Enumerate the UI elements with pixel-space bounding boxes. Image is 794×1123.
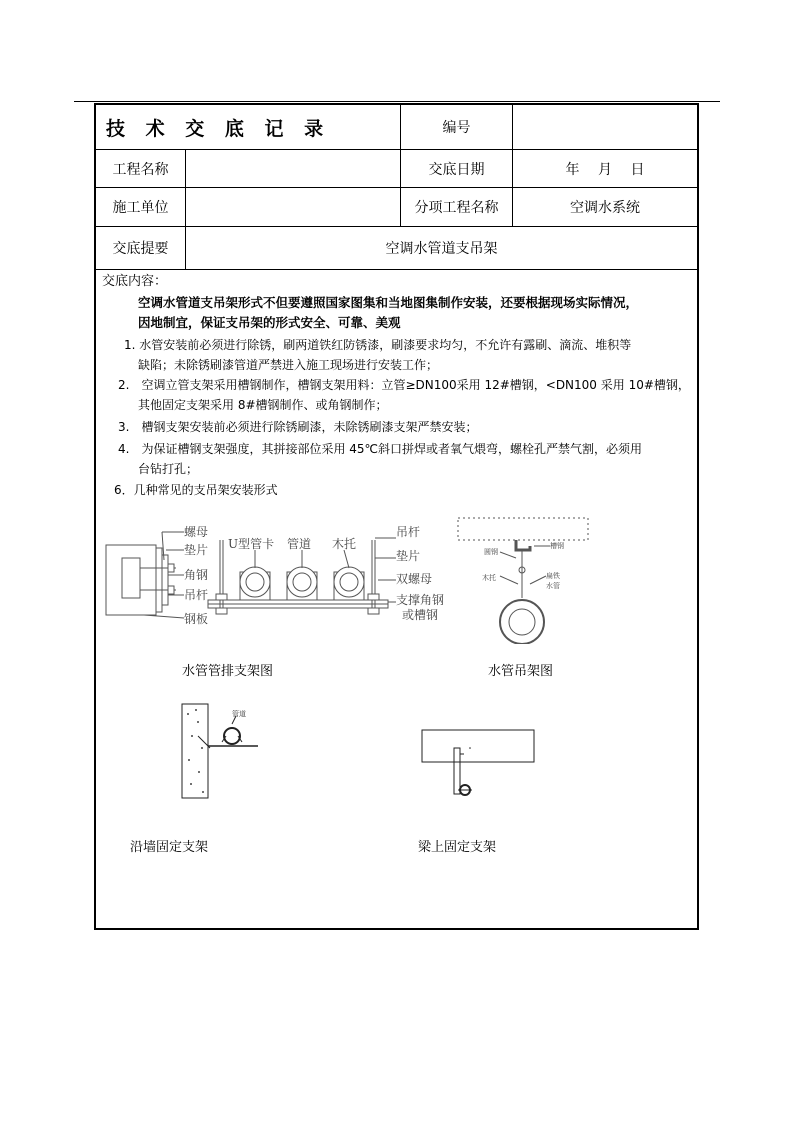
pipe-rack-support-figure xyxy=(104,520,454,640)
title-row xyxy=(96,105,697,150)
label-double-nut: 双螺母 xyxy=(396,572,433,586)
label-pipe-wall: 管道 xyxy=(232,710,246,718)
label-flat-iron: 扁铁 xyxy=(546,572,560,580)
beam-fixed-support-figure xyxy=(420,728,540,808)
summary-label: 交底提要 xyxy=(112,241,169,257)
contractor-field[interactable] xyxy=(185,188,400,226)
summary-field[interactable]: 空调水管道支吊架 xyxy=(185,227,697,269)
subproject-label: 分项工程名称 xyxy=(400,188,512,226)
intro-line-1: 空调水管道支吊架形式不但要遵照国家图集和当地图集制作安装，还要根据现场实际情况， xyxy=(138,295,639,310)
label-angle: 角钢 xyxy=(184,568,209,582)
form-title: 技 术 交 底 记 录 xyxy=(106,117,331,140)
item-4-line-1: 4. 为保证槽钢支架强度，其拼接部位采用 45℃斜口拼焊或者氧气煨弯，螺栓孔严禁气割，必须用 xyxy=(118,442,643,456)
pipe-hanger-figure xyxy=(456,514,596,644)
label-nut: 螺母 xyxy=(184,525,209,539)
label-wood: 木托 xyxy=(332,537,357,551)
number-label: 编号 xyxy=(400,105,512,149)
label-pipe: 管道 xyxy=(287,537,312,551)
label-support-angle: 支撑角钢 xyxy=(396,593,445,607)
label-wood-hanger: 木托 xyxy=(482,574,496,582)
item-3: 3. 槽钢支架安装前必须进行除锈刷漆，未除锈刷漆支架严禁安装； xyxy=(118,420,478,434)
contractor-label: 施工单位 xyxy=(112,200,169,216)
caption-pipe-rack: 水管管排支架图 xyxy=(182,664,274,679)
label-washer: 垫片 xyxy=(184,543,209,557)
caption-beam-support: 梁上固定支架 xyxy=(418,840,497,855)
label-u-clamp: U型管卡 xyxy=(228,537,275,551)
item-2-line-2: 其他固定支架采用 8#槽钢制作、或角钢制作； xyxy=(138,398,388,412)
item-1-line-2: 缺陷；未除锈刷漆管道严禁进入施工现场进行安装工作； xyxy=(138,358,439,372)
subproject-field[interactable]: 空调水系统 xyxy=(512,188,697,226)
summary-row xyxy=(96,227,697,270)
contractor-row xyxy=(96,188,697,227)
caption-pipe-hanger: 水管吊架图 xyxy=(488,664,554,679)
number-field[interactable] xyxy=(512,105,697,149)
technical-disclosure-form xyxy=(94,103,699,930)
content-heading: 交底内容： xyxy=(102,274,168,289)
intro-line-2: 因地制宜，保证支吊架的形式安全、可靠、美观 xyxy=(138,315,401,330)
project-name-label: 工程名称 xyxy=(112,161,169,178)
project-row xyxy=(96,150,697,188)
label-channel: 槽钢 xyxy=(550,542,564,550)
label-or-channel: 或槽钢 xyxy=(402,608,439,622)
header-rule xyxy=(74,101,720,102)
item-4-line-2: 台钻打孔； xyxy=(138,462,199,476)
label-rod-right: 吊杆 xyxy=(396,525,421,539)
label-rod: 吊杆 xyxy=(184,588,209,602)
label-water-pipe: 水管 xyxy=(546,582,560,590)
label-round-steel: 圆钢 xyxy=(484,548,498,556)
project-name-field[interactable] xyxy=(185,150,400,187)
item-1-line-1: 1. 水管安装前必须进行除锈，刷两道铁红防锈漆，刷漆要求均匀，不允许有露刷、滴流、堆积等 xyxy=(124,338,632,352)
wall-fixed-support-figure xyxy=(180,702,270,802)
date-field[interactable]: 年 月 日 xyxy=(512,150,697,187)
label-plate: 钢板 xyxy=(184,612,209,626)
label-washer-right: 垫片 xyxy=(396,549,421,563)
date-label: 交底日期 xyxy=(400,150,512,187)
caption-wall-support: 沿墙固定支架 xyxy=(130,840,209,855)
item-2-line-1: 2. 空调立管支架采用槽钢制作，槽钢支架用料：立管≥DN100采用 12#槽钢，<DN100 采用 10#槽钢， xyxy=(118,378,690,392)
disclosure-content xyxy=(96,270,697,928)
item-6: 6．几种常见的支吊架安装形式 xyxy=(114,483,278,497)
